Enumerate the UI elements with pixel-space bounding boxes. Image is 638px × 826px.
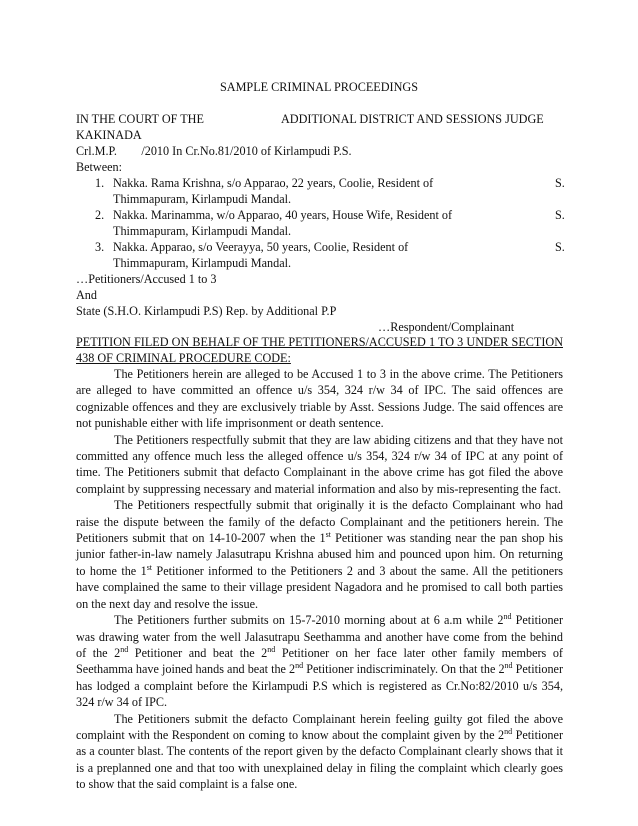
petitioner-number: 2. (95, 208, 105, 222)
between-label: Between: (76, 160, 123, 174)
petitioner-village: Thimmapuram, Kirlampudi Mandal. (113, 256, 292, 270)
and-label: And (76, 288, 97, 302)
paragraph: The Petitioners herein are alleged to be Accused 1 to 3 in the above crime. The Petitioners are alleged to have committed an offence u/s 354, 324 r/w 34 of IPC. The said offences are cognizable offences and they are exclusively triable by Asst. Sessions Judge. The said offences are not punishable either with life imprisonment or death sentence. (76, 367, 563, 431)
court-name-left: IN THE COURT OF THE (76, 112, 204, 126)
petitioner-village: Thimmapuram, Kirlampudi Mandal. (113, 192, 292, 206)
paragraph: The Petitioners respectfully submit that they are law abiding citizens and that they have not committed any offence much less the alleged offence u/s 354, 324 r/w 34 of IPC at any point of time. The Petitioners submit that defacto Complainant in the above crime has got filed the above complaint by suppressing necessary and material information and also by mis-representing the fact. (76, 432, 563, 496)
state-party: State (S.H.O. Kirlampudi P.S) Rep. by Additional P.P (76, 304, 337, 318)
petitioner-village: Thimmapuram, Kirlampudi Mandal. (113, 224, 292, 238)
petition-heading: PETITION FILED ON BEHALF OF THE PETITIONERS/ACCUSED 1 TO 3 UNDER SECTION 438 OF CRIMINAL PROCEDURE CODE: (76, 335, 563, 366)
petitioner-number: 3. (95, 240, 105, 254)
paragraph: The Petitioners submit the defacto Complainant herein feeling guilty got filed the above complaint with the Respondent on coming to know about the complaint given by the 2nd Petitioner as a counter blast. The contents of the report given by the defacto Complainant clearly shows that it is a preplanned one and that too with unexplained delay in filing the complaint which clearly goes to show that the said complaint is a false one. (76, 711, 563, 792)
petition-body (76, 366, 563, 793)
court-place: KAKINADA (76, 128, 142, 142)
petitioner-line: Nakka. Marinamma, w/o Apparao, 40 years, House Wife, Resident of (113, 208, 453, 222)
petitioner-line: Nakka. Apparao, s/o Veerayya, 50 years, Coolie, Resident of (113, 240, 409, 254)
respondent-label: …Respondent/Complainant (378, 320, 515, 334)
petitioner-village-initial: S. (555, 240, 565, 254)
paragraph: The Petitioners further submits on 15-7-2010 morning about at 6 a.m while 2nd Petitioner was drawing water from the well Jalasutrapu Seethamma and another have come from the behind of the 2nd Petitioner and beat the 2nd Petitioner on her face later other family members of Seethamma have joined hands and beat the 2nd Petitioner indiscriminately. On that the 2nd Petitioner has lodged a complaint before the Kirlampudi P.S which is registered as Cr.No:82/2010 u/s 354, 324 r/w 34 of IPC. (76, 612, 564, 710)
court-name-right: ADDITIONAL DISTRICT AND SESSIONS JUDGE (281, 112, 544, 126)
petitioner-village-initial: S. (555, 208, 565, 222)
case-number: Crl.M.P. /2010 In Cr.No.81/2010 of Kirlampudi P.S. (76, 144, 352, 158)
petitioner-line: Nakka. Rama Krishna, s/o Apparao, 22 years, Coolie, Resident of (113, 176, 434, 190)
petitioner-village-initial: S. (555, 176, 565, 190)
petitioners-label: …Petitioners/Accused 1 to 3 (76, 272, 217, 286)
page-title: SAMPLE CRIMINAL PROCEEDINGS (220, 80, 418, 94)
paragraph: The Petitioners respectfully submit that originally it is the defacto Complainant who had raise the dispute between the family of the defacto Complainant and the petitioners herein. The Petitioners submit that on 14-10-2007 when the 1st Petitioner was standing near the pan shop his junior father-in-law namely Jalasutrapu Krishna abused him and pounced upon him. On returning to home the 1st Petitioner informed to the Petitioners 2 and 3 about the same. All the petitioners have complained the same to their village president Nagadora and he promised to call both parties on the next day and resolve the issue. (76, 498, 563, 611)
petitioner-number: 1. (95, 176, 105, 190)
